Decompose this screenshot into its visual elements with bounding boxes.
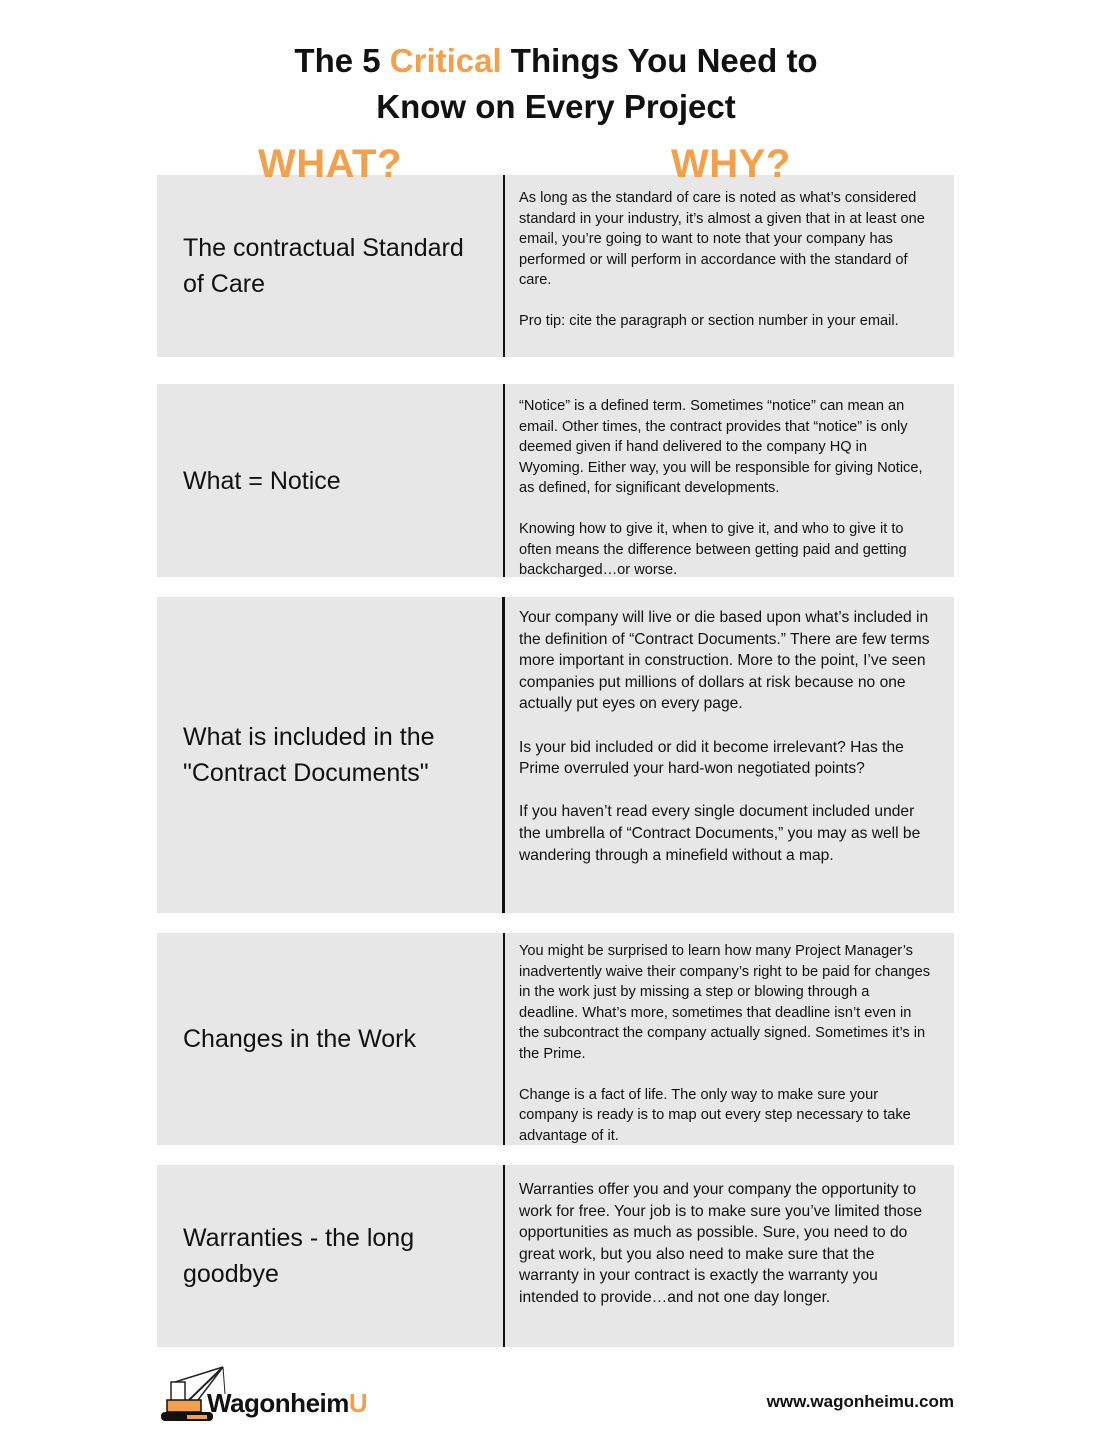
why-paragraph: Warranties offer you and your company the opportunity to work for free. Your job is to make sure you’ve limited those opportunities as much as possible. Sure, you need to do great work, but you also need to make sure that the warranty in your contract is exactly the warranty you intended to provide…and not one day longer. (519, 1181, 923, 1306)
row-why (519, 607, 931, 888)
why-paragraph: Change is a fact of life. The only way to make sure your company is ready is to map out every step necessary to take advantage of it. (519, 1086, 911, 1144)
row-what: What is included in the "Contract Documents" (183, 723, 435, 787)
wagonheimu-logo (157, 1360, 377, 1422)
title-line2: Know on Every Project (376, 88, 736, 125)
row-what: Changes in the Work (183, 1025, 416, 1053)
why-paragraph: Your company will live or die based upon what’s included in the definition of “Contract Documents.” There are few terms more important in construction. More to the point, I’ve seen companies put millions of dollars at risk because no one actually put eyes on every page. (519, 609, 930, 713)
table-row (157, 597, 954, 913)
table-row (157, 933, 954, 1145)
what-column-header: WHAT? (258, 142, 402, 186)
divider (503, 933, 505, 1145)
title-post: Things You Need to (501, 42, 818, 79)
table-row (157, 1165, 954, 1347)
why-paragraph: Knowing how to give it, when to give it, and who to give it to often means the difference between getting paid and getting backcharged…or worse. (519, 521, 907, 578)
table-row (157, 175, 954, 357)
row-why (519, 188, 931, 332)
why-column-header: WHY? (671, 142, 791, 186)
page-title (0, 38, 1112, 130)
why-paragraph: Is your bid included or did it become irrelevant? Has the Prime overruled your hard-won negotiated points? (519, 738, 904, 778)
title-pre: The 5 (294, 42, 390, 79)
divider (503, 384, 505, 577)
why-paragraph: As long as the standard of care is noted as what’s considered standard in your industry, it’s almost a given that in at least one email, you’re going to want to note that your company has performed or will perform in accordance with the standard of care. (519, 190, 925, 288)
website-url[interactable]: www.wagonheimu.com (766, 1392, 954, 1411)
row-what: The contractual Standard of Care (183, 234, 464, 298)
row-what: What = Notice (183, 466, 341, 495)
logo-main: Wagonheim (207, 1388, 349, 1418)
why-paragraph: Pro tip: cite the paragraph or section number in your email. (519, 313, 899, 329)
row-what: Warranties - the long goodbye (183, 1224, 415, 1288)
why-paragraph: If you haven’t read every single document included under the umbrella of “Contract Documents,” you may as well be wandering through a minefield without a map. (519, 803, 921, 864)
row-why (519, 941, 931, 1146)
divider (502, 597, 505, 913)
table-row (157, 384, 954, 577)
title-accent: Critical (389, 42, 502, 79)
logo-text (207, 1388, 367, 1419)
why-paragraph: You might be surprised to learn how many Project Manager’s inadvertently waive their company’s right to be paid for changes in the work just by missing a step or blowing through a deadline. What’s more, sometimes that deadline isn’t even in the subcontract the company actually signed. Sometimes it’s in the Prime. (519, 943, 931, 1062)
why-paragraph: “Notice” is a defined term. Sometimes “notice” can mean an email. Other times, the contract provides that “notice” is only deemed given if hand delivered to the company HQ in Wyoming. Either way, you will be responsible for giving Notice, as defined, for significant developments. (519, 398, 923, 496)
row-why (519, 1179, 931, 1330)
divider (503, 1165, 505, 1347)
divider (503, 175, 505, 357)
row-why (519, 396, 931, 581)
logo-accent: U (348, 1388, 368, 1418)
